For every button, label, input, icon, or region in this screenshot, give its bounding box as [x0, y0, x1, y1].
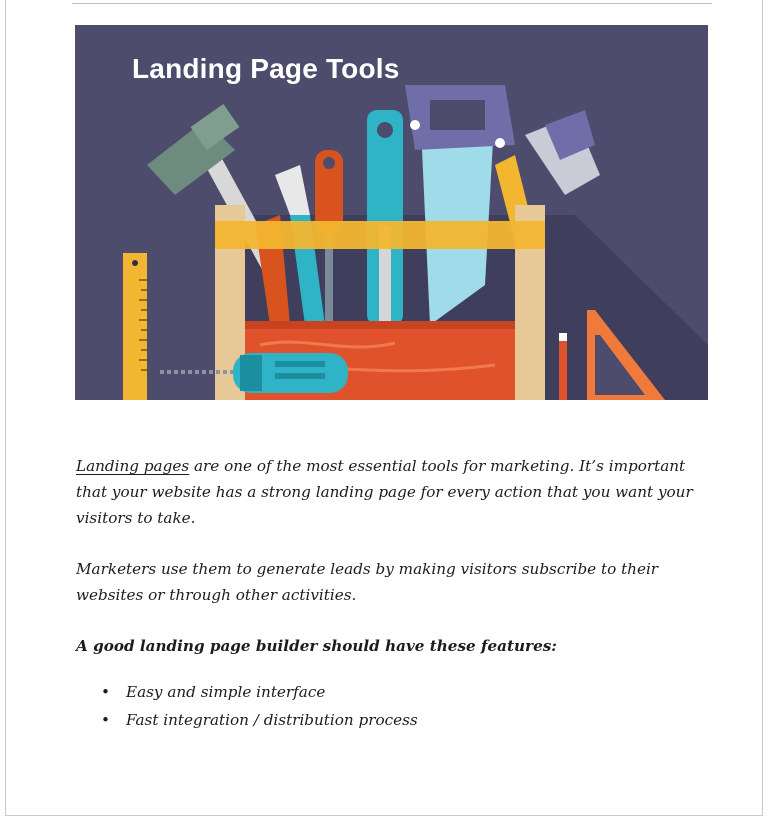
- list-item: • Fast integration / distribution process: [101, 706, 418, 734]
- landing-page-tools-banner: [75, 25, 708, 400]
- intro-paragraph-text: are one of the most essential tools for marketing. It’s important that your website has a strong landing page for every action that you want your visitors to take.: [76, 457, 693, 527]
- leads-paragraph: Marketers use them to generate leads by making visitors subscribe to their websites or through other activities.: [76, 560, 659, 604]
- drill-icon: [160, 353, 348, 393]
- ruler-icon: [123, 253, 147, 400]
- pencil-icon: [559, 333, 567, 400]
- list-item: • Easy and simple interface: [101, 678, 418, 706]
- features-list: [101, 678, 418, 734]
- wrench-icon: [367, 110, 403, 325]
- features-heading: A good landing page builder should have these features:: [76, 637, 557, 655]
- intro-paragraph: [76, 453, 716, 531]
- landing-pages-link[interactable]: Landing pages: [76, 457, 190, 475]
- top-divider: [72, 3, 712, 4]
- document-page: [5, 0, 763, 816]
- banner-title: Landing Page Tools: [132, 53, 400, 84]
